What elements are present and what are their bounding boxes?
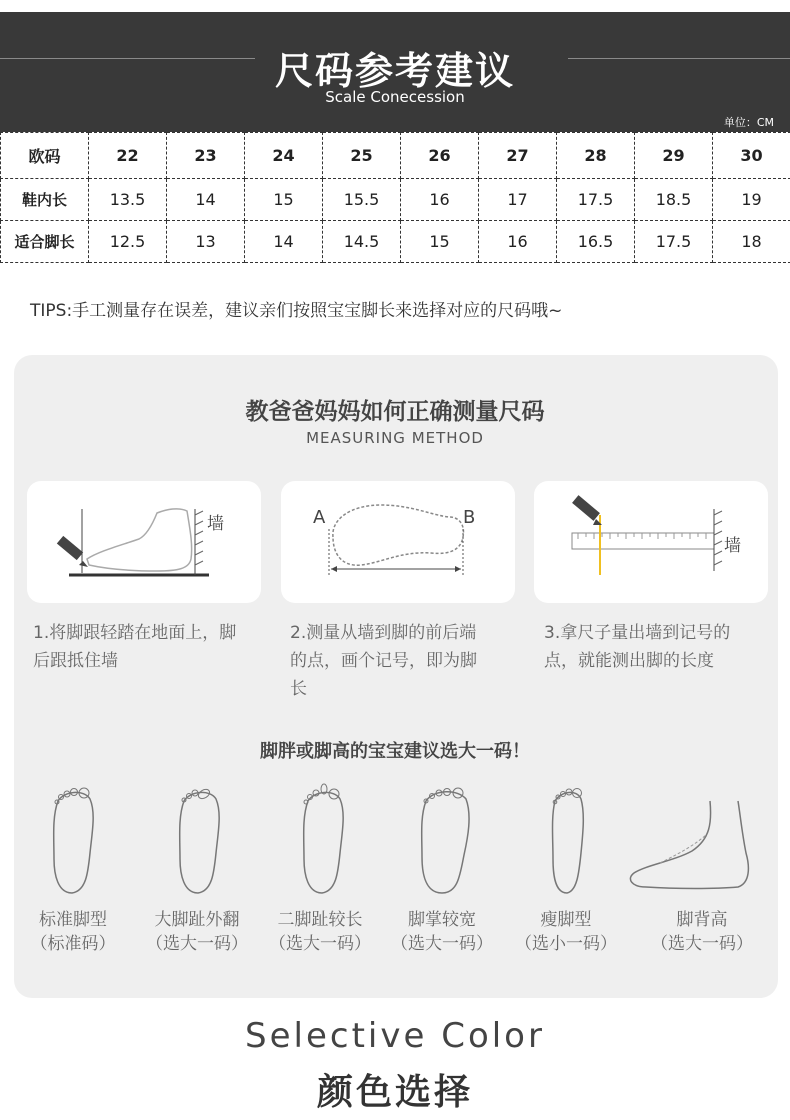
page-subtitle: Scale Conecession (325, 88, 465, 106)
foot-type-label: 脚背高 （选大一码） (651, 910, 753, 954)
table-cell: 14 (245, 220, 323, 262)
table-cell: 25 (323, 133, 401, 179)
table-cell: 19 (713, 178, 790, 220)
wide-foot-icon (414, 783, 474, 897)
foot-type-label: 脚掌较宽 （选大一码） (391, 910, 493, 954)
row-header: 适合脚长 (1, 220, 89, 262)
table-cell: 30 (713, 133, 790, 179)
thin-foot-icon (543, 783, 593, 897)
table-cell: 22 (89, 133, 167, 179)
standard-foot-icon (44, 783, 100, 897)
method-card-2 (281, 481, 515, 603)
step-1-text: 1.将脚跟轻踏在地面上，脚 后跟抵住墙 (33, 623, 237, 671)
table-cell: 16.5 (557, 220, 635, 262)
selective-color-title: Selective Color (245, 1016, 545, 1056)
table-cell: 23 (167, 133, 245, 179)
method-subtitle: MEASURING METHOD (306, 429, 484, 447)
foot-type-hint: 脚胖或脚高的宝宝建议选大一码！ (260, 741, 530, 762)
table-cell: 15 (245, 178, 323, 220)
high-instep-foot-icon (626, 783, 754, 897)
point-a-label: A (313, 507, 326, 528)
table-cell: 29 (635, 133, 713, 179)
table-cell: 28 (557, 133, 635, 179)
foot-on-floor-icon (27, 481, 261, 603)
step-3-text: 3.拿尺子量出墙到记号的 点，就能测出脚的长度 (544, 623, 731, 671)
table-cell: 14.5 (323, 220, 401, 262)
table-row (1, 133, 790, 179)
table-cell: 16 (479, 220, 557, 262)
method-card-3 (534, 481, 768, 603)
table-cell: 17.5 (635, 220, 713, 262)
foot-type-label: 瘦脚型 （选小一码） (515, 910, 617, 954)
table-cell: 14 (167, 178, 245, 220)
size-table (0, 132, 790, 263)
table-cell: 16 (401, 178, 479, 220)
tips-text: TIPS:手工测量存在误差，建议亲们按照宝宝脚长来选择对应的尺码哦~ (30, 301, 563, 321)
page-title: 尺码参考建议 (274, 49, 515, 93)
method-title: 教爸爸妈妈如何正确测量尺码 (245, 399, 545, 425)
table-row (1, 178, 790, 220)
foot-type-label: 二脚趾较长 （选大一码） (269, 910, 371, 954)
table-cell: 18 (713, 220, 790, 262)
foot-type-label: 标准脚型 （标准码） (30, 910, 116, 954)
long-second-toe-foot-icon (294, 783, 350, 897)
table-cell: 15 (401, 220, 479, 262)
table-cell: 27 (479, 133, 557, 179)
ruler-wall-icon (534, 481, 768, 603)
method-card-1 (27, 481, 261, 603)
selective-color-title-cn: 颜色选择 (316, 1072, 473, 1113)
point-b-label: B (463, 507, 476, 528)
table-cell: 26 (401, 133, 479, 179)
bunion-foot-icon (170, 783, 226, 897)
table-cell: 17.5 (557, 178, 635, 220)
wall-label: 墙 (724, 536, 741, 556)
header-banner (0, 12, 790, 132)
wall-label: 墙 (207, 514, 224, 534)
table-cell: 24 (245, 133, 323, 179)
table-cell: 18.5 (635, 178, 713, 220)
table-cell: 13.5 (89, 178, 167, 220)
table-cell: 13 (167, 220, 245, 262)
table-cell: 12.5 (89, 220, 167, 262)
foot-type-label: 大脚趾外翻 （选大一码） (146, 910, 248, 954)
table-cell: 17 (479, 178, 557, 220)
footprint-measure-icon (281, 481, 515, 603)
unit-label: 单位：CM (723, 116, 774, 129)
row-header: 鞋内长 (1, 178, 89, 220)
step-2-text: 2.测量从墙到脚的前后端 的点，画个记号，即为脚 长 (290, 623, 477, 699)
table-cell: 15.5 (323, 178, 401, 220)
table-row (1, 220, 790, 262)
row-header: 欧码 (1, 133, 89, 179)
